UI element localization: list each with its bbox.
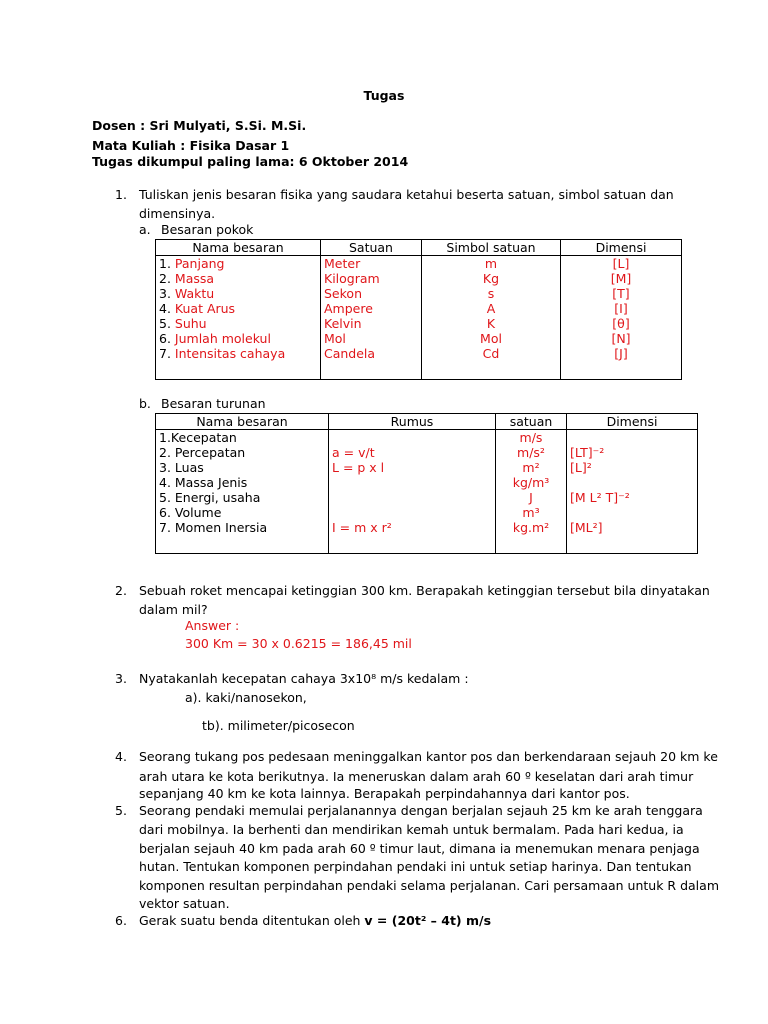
table-cell-line: [L]² <box>570 460 592 475</box>
table-cell-line: Meter <box>324 256 361 271</box>
col-header-dimension: Dimensi <box>561 240 682 256</box>
table-cell-line: 4. Massa Jenis <box>159 475 248 490</box>
q2-answer: 300 Km = 30 x 0.6215 = 186,45 mil <box>185 636 412 651</box>
base-quantities-table <box>155 239 682 380</box>
lecturer-line: Dosen : Sri Mulyati, S.Si. M.Si. <box>92 118 307 133</box>
table-cell-line: Mol <box>324 331 346 346</box>
q4-line1: Seorang tukang pos pedesaan meninggalkan kantor pos dan berkendaraan sejauh 20 km ke <box>139 749 718 764</box>
quantity-name: Kuat Arus <box>174 301 236 316</box>
q5-line4: hutan. Tentukan komponen perpindahan pendaki ini untuk setiap harinya. Dan tentukan <box>139 859 692 874</box>
q4-line2: arah utara ke kota berikutnya. Ia meneruskan dalam arah 60 º keselatan dari arah timur <box>139 769 694 784</box>
deadline-line: Tugas dikumpul paling lama: 6 Oktober 2014 <box>92 154 409 169</box>
table-cell-line: [LT]⁻² <box>570 445 605 460</box>
col-header-dimension: Dimensi <box>567 414 698 430</box>
table-cell-line: 7. Momen Inersia <box>159 520 268 535</box>
table-cell-line: [T] <box>612 286 630 301</box>
table-cell-line: [I] <box>614 301 628 316</box>
row-number: 6. <box>159 331 175 346</box>
row-number: 1. <box>159 256 175 271</box>
table-cell-line <box>332 505 492 520</box>
q1b-title: Besaran turunan <box>161 396 266 411</box>
col-header-symbol: Simbol satuan <box>422 240 561 256</box>
table-cell-line <box>159 316 317 331</box>
doc-title: Tugas <box>363 88 405 103</box>
quantity-name: Panjang <box>174 256 225 271</box>
table-cell-line <box>570 475 694 490</box>
col-header-unit: satuan <box>496 414 567 430</box>
table-cell-line: [L] <box>612 256 630 271</box>
q4-line3: sepanjang 40 km ke kota lainnya. Berapakah perpindahannya dari kantor pos. <box>139 786 630 801</box>
table-cell-line <box>570 430 694 445</box>
table-cell-line: Kilogram <box>324 271 380 286</box>
table-cell-line <box>332 430 492 445</box>
q5-line1: Seorang pendaki memulai perjalanannya dengan berjalan sejauh 25 km ke arah tenggara <box>139 803 703 818</box>
table-cell-line <box>159 271 317 286</box>
q1a-label: a. <box>139 222 151 237</box>
table-cell-line: J <box>529 490 533 505</box>
dimensions-cell <box>561 256 682 380</box>
formulas-cell <box>329 430 496 554</box>
quantity-name: Intensitas cahaya <box>174 346 286 361</box>
q5-number: 5. <box>115 803 127 818</box>
units-cell <box>496 430 567 554</box>
derived-quantities-table <box>155 413 698 554</box>
quantity-name: Jumlah molekul <box>174 331 271 346</box>
q5-line2: dari mobilnya. Ia berhenti dan mendirikan kemah untuk bermalam. Pada hari kedua, ia <box>139 822 684 837</box>
q3-line1: Nyatakanlah kecepatan cahaya 3x10⁸ m/s kedalam : <box>139 671 469 686</box>
table-cell-line: 2. Percepatan <box>159 445 246 460</box>
table-cell-line: [M] <box>610 271 632 286</box>
table-cell-line <box>332 475 492 490</box>
table-cell-line: 3. Luas <box>159 460 204 475</box>
row-number: 2. <box>159 271 175 286</box>
table-cell-line <box>159 346 317 361</box>
q1a-title: Besaran pokok <box>161 222 254 237</box>
q5-line5: komponen resultan perpindahan pendaki selama perjalanan. Cari persamaan untuk R dalam <box>139 878 719 893</box>
col-header-name: Nama besaran <box>156 240 321 256</box>
names-cell <box>156 430 329 554</box>
table-cell-line: Candela <box>324 346 376 361</box>
q2-line2: dalam mil? <box>139 602 208 617</box>
q2-answer-label: Answer : <box>185 618 240 633</box>
table-cell-line: kg.m² <box>512 520 550 535</box>
table-cell-line: Kelvin <box>324 316 362 331</box>
table-cell-line: m³ <box>522 505 540 520</box>
symbols-cell <box>422 256 561 380</box>
table-cell-line: I = m x r² <box>332 520 392 535</box>
table-cell-line <box>159 301 317 316</box>
table-cell-line: m² <box>522 460 540 475</box>
table-cell-line: A <box>486 301 496 316</box>
table-cell-line: Cd <box>482 346 500 361</box>
table-cell-line: 6. Volume <box>159 505 222 520</box>
q5-line6: vektor satuan. <box>139 896 230 911</box>
table-cell-line: Mol <box>480 331 502 346</box>
table-cell-line <box>570 505 694 520</box>
table-cell-line: a = v/t <box>332 445 375 460</box>
table-cell-line: Ampere <box>324 301 373 316</box>
table-cell-line: [θ] <box>612 316 630 331</box>
table-cell-line: m <box>484 256 498 271</box>
quantity-name: Massa <box>174 271 215 286</box>
table-cell-line: s <box>487 286 495 301</box>
q6-formula: v = (20t² – 4t) m/s <box>364 913 492 928</box>
col-header-unit: Satuan <box>321 240 422 256</box>
table-cell-line: [J] <box>614 346 628 361</box>
table-cell-line <box>159 286 317 301</box>
q1-number: 1. <box>115 187 127 202</box>
q6-number: 6. <box>115 913 127 928</box>
table-cell-line: [N] <box>611 331 631 346</box>
names-cell <box>156 256 321 380</box>
quantity-name: Suhu <box>174 316 207 331</box>
table-cell-line: [M L² T]⁻² <box>570 490 630 505</box>
col-header-name: Nama besaran <box>156 414 329 430</box>
table-cell-line: m/s <box>519 430 543 445</box>
table-cell-line <box>159 256 317 271</box>
dimensions-cell <box>567 430 698 554</box>
q3-b: tb). milimeter/picosecon <box>202 718 355 733</box>
col-header-formula: Rumus <box>329 414 496 430</box>
table-cell-line: [ML²] <box>570 520 603 535</box>
table-cell-line: K <box>486 316 496 331</box>
table-cell-line: kg/m³ <box>512 475 550 490</box>
table-cell-line: L = p x l <box>332 460 385 475</box>
table-cell-line: Sekon <box>324 286 362 301</box>
q4-number: 4. <box>115 749 127 764</box>
row-number: 4. <box>159 301 175 316</box>
row-number: 5. <box>159 316 175 331</box>
table-cell-line <box>159 331 317 346</box>
table-cell-line: 1.Kecepatan <box>159 430 237 445</box>
q1-text-line1: Tuliskan jenis besaran fisika yang saudara ketahui beserta satuan, simbol satuan dan <box>139 187 674 202</box>
q6-text-body: Gerak suatu benda ditentukan oleh <box>139 913 365 928</box>
q1b-label: b. <box>139 396 151 411</box>
row-number: 7. <box>159 346 175 361</box>
row-number: 3. <box>159 286 175 301</box>
course-line: Mata Kuliah : Fisika Dasar 1 <box>92 138 290 153</box>
table-cell-line <box>332 490 492 505</box>
q2-number: 2. <box>115 583 127 598</box>
q3-a: a). kaki/nanosekon, <box>185 690 307 705</box>
q2-line1: Sebuah roket mencapai ketinggian 300 km. Berapakah ketinggian tersebut bila dinyatakan <box>139 583 710 598</box>
q1-text-line2: dimensinya. <box>139 206 216 221</box>
table-cell-line: 5. Energi, usaha <box>159 490 261 505</box>
q6-text <box>139 911 491 930</box>
q5-line3: berjalan sejauh 40 km pada arah 60 º timur laut, dimana ia menemukan menara penjaga <box>139 841 700 856</box>
table-cell-line: Kg <box>482 271 500 286</box>
quantity-name: Waktu <box>174 286 215 301</box>
table-cell-line: m/s² <box>517 445 545 460</box>
units-cell <box>321 256 422 380</box>
q3-number: 3. <box>115 671 127 686</box>
